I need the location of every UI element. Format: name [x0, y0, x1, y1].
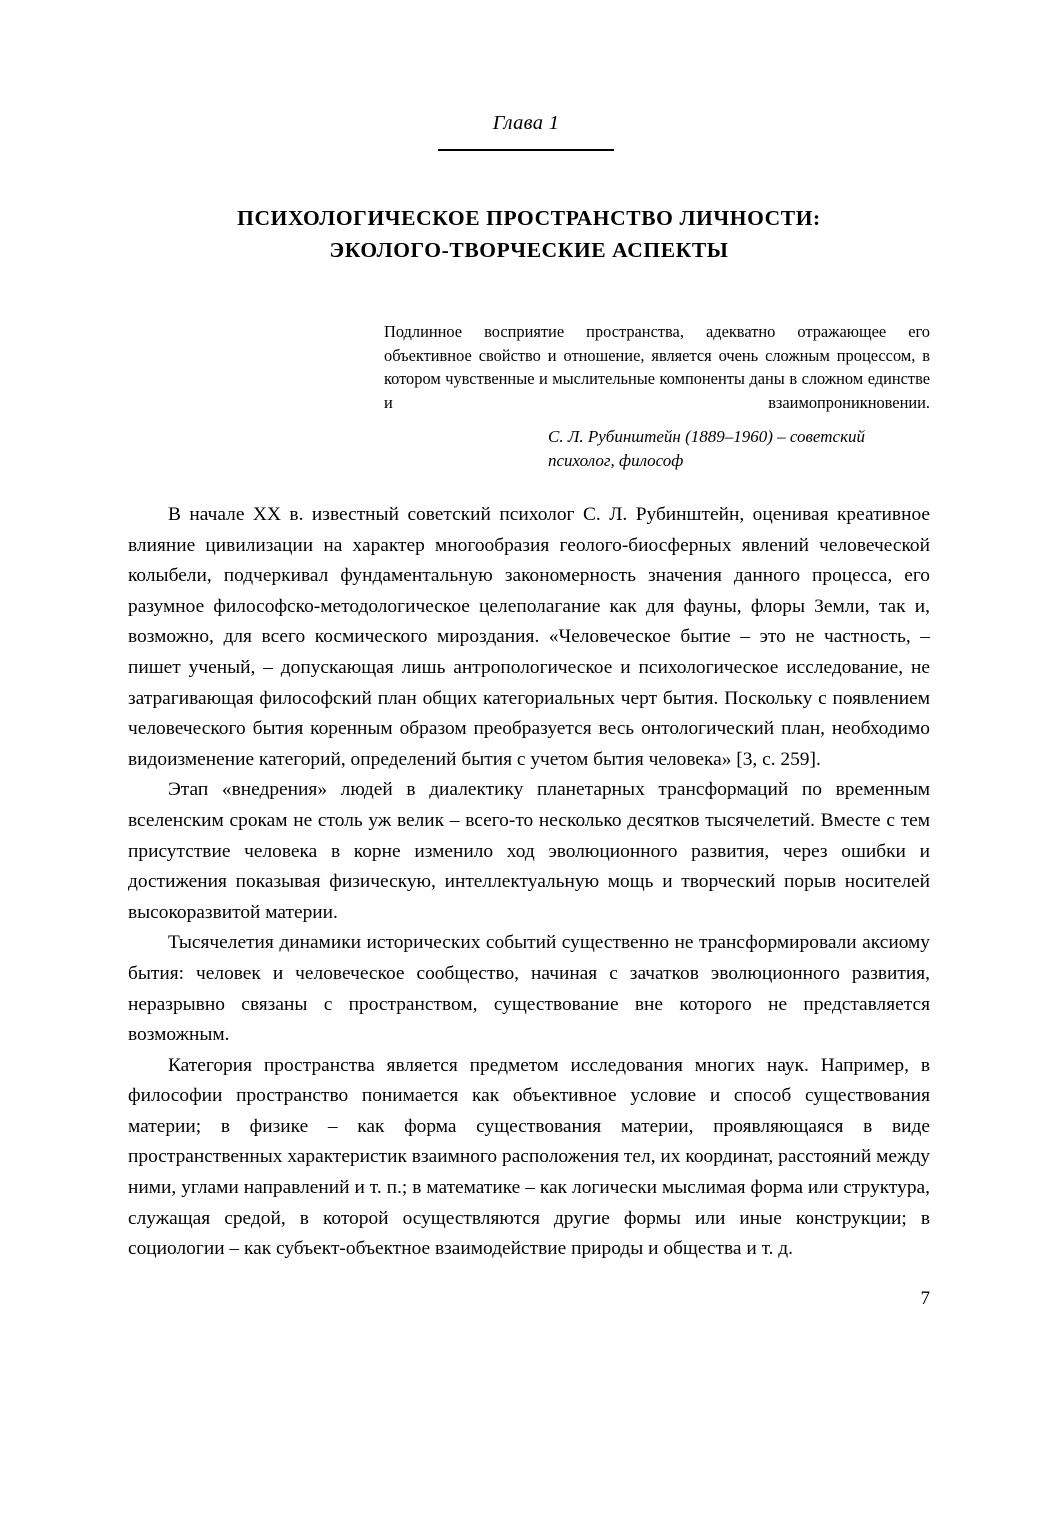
page-content [128, 0, 930, 1530]
body-text [128, 500, 930, 1265]
page-title-line-2: ЭКОЛОГО-ТВОРЧЕСКИЕ АСПЕКТЫ [329, 238, 729, 263]
paragraph-1: В начале XX в. известный советский психолог С. Л. Рубинштейн, оценивая креативное влияние цивилизации на характер многообразия геолого-биосферных явлений человеческой колыбели, подчеркивал фундаментальную закономерность значения данного процесса, его разумное философско-методологическое целеполагание как для фауны, флоры Земли, так и, возможно, для всего космического мироздания. «Человеческое бытие – это не частность, – пишет ученый, – допускающая лишь антропологическое и психологическое исследование, не затрагивающая философский план общих категориальных черт бытия. Поскольку с появлением человеческого бытия коренным образом преобразуется весь онтологический план, необходимо видоизменение категорий, определений бытия с учетом бытия человека» [3, с. 259]. [128, 504, 930, 770]
paragraph-4: Категория пространства является предметом исследования многих наук. Например, в философии пространство понимается как объективное условие и способ существования материи; в физике – как форма существования материи, проявляющаяся в виде пространственных характеристик взаимного расположения тел, их координат, расстояний между ними, углами направлений и т. п.; в математике – как логически мыслимая форма или структура, служащая средой, в которой осуществляются другие формы или иные конструкции; в социологии – как субъект-объектное взаимодействие природы и общества и т. д. [128, 1054, 930, 1260]
page-number: 7 [920, 1288, 930, 1309]
paragraph-3: Тысячелетия динамики исторических событий существенно не трансформировали аксиому бытия: человек и человеческое сообщество, начиная с зачатков эволюционного развития, неразрывно связаны с пространством, существование вне которого не представляется возможным. [128, 932, 930, 1046]
page-title [128, 202, 930, 266]
chapter-label-container [436, 112, 616, 141]
epigraph-text: Подлинное восприятие пространства, адекватно отражающее его объективное свойство и отношение, является очень сложным процессом, в котором чувственные и мыслительные компоненты даны в сложном единстве и взаимопроникновении. [384, 322, 930, 412]
paragraph-2: Этап «внедрения» людей в диалектику планетарных трансформаций по временным вселенским срокам не столь уж велик – всего-то несколько десятков тысячелетий. Вместе с тем присутствие человека в корне изменило ход эволюционного развития, через ошибки и достижения показывая физическую, интеллектуальную мощь и творческий порыв носителей высокоразвитой материи. [128, 779, 930, 923]
epigraph-attribution: С. Л. Рубинштейн (1889–1960) – советский психолог, философ [548, 427, 866, 470]
page-title-line-1: ПСИХОЛОГИЧЕСКОЕ ПРОСТРАНСТВО ЛИЧНОСТИ: [237, 206, 821, 231]
chapter-label: Глава 1 [492, 112, 560, 134]
chapter-divider-rule [438, 149, 614, 151]
